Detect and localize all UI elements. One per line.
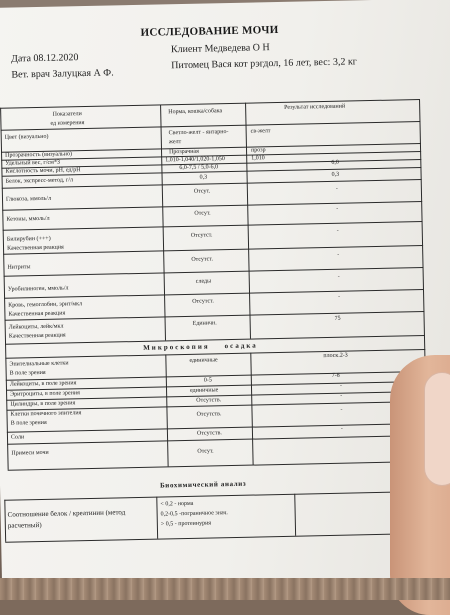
row-norm: Отсут. [194,210,211,217]
pet-text: Питомец Вася кот рэгдол, 16 лет, вес: 3,2 кг [171,56,357,72]
row-param: Удельный вес, г/см*3 [5,159,60,167]
fabric [0,578,450,600]
micro-row-norm: единичные [189,357,218,364]
row-result: - [337,251,340,258]
row-result: - [336,227,339,234]
client-text: Клиент Медведева О Н [170,42,270,56]
date-text: Дата 08.12.2020 [10,52,79,65]
row-norm: 1,010-1,040/1,020-1,050 [165,156,225,164]
row-result: 75 [334,315,341,322]
micro-row-norm: Отсут. [197,448,214,455]
row-param: Белок, экспресс-метод, г/л [5,177,74,185]
row-param: Кровь, гемоглобин, эрит/мкл Качественная реакция [8,301,83,318]
document-title: ИССЛЕДОВАНИЕ МОЧИ [140,23,279,39]
micro-row-norm: единичные [189,387,219,394]
row-norm: 6,0-7,5 / 5,0-6,0 [179,164,219,172]
biochem-norm: < 0,2 - норма 0,2-0,5 -пограничное знач. > 0,5 - протеинурия [160,500,228,528]
biochem-title: Биохимический анализ [159,479,247,490]
row-result: прозр [250,147,266,154]
row-param: Глюкоза, ммоль/л [5,195,52,203]
row-param: Кетоны, ммоль/л [6,215,50,223]
row-norm: следы [195,278,212,285]
row-result: - [338,293,341,300]
biochem-table [4,491,425,542]
micro-row-param: Соли [10,434,25,441]
micro-row-param: Цилиндры, в поле зрения [10,400,76,408]
header-result: Результат исследований [284,103,346,111]
micro-row-param: Эритроциты, в поле зрения [10,390,80,398]
row-result: 6,0 [331,159,339,166]
row-param: Прозрачность (визуально) [5,151,73,159]
row-norm: Прозрачная [168,148,199,156]
micro-row-norm: Отсутств. [196,411,222,418]
row-norm: 0,3 [199,174,208,181]
micro-row-norm: Отсутств. [196,430,222,437]
row-param: Нитриты [7,264,31,271]
micro-row-result: - [339,382,343,389]
row-norm: Светло-желт - янтарно- желт [168,129,229,146]
micro-row-result: - [340,406,343,413]
row-norm: Отсут. [193,188,211,195]
micro-row-param: Лейкоциты, в поле зрения [9,380,77,388]
row-norm: Отсутст. [190,232,213,239]
micro-row-param: Примеси мочи [11,449,49,457]
row-param: Билирубин (+++) Качественная реакция [6,235,64,252]
row-param: Кислотность мочи, pH, ед/pH [5,167,81,175]
micro-row-result: 7-8 [331,372,340,379]
micro-row-result: - [340,425,343,432]
row-norm: Отсутст. [191,256,214,263]
microscopy-title: Микроскопия осадка [143,341,258,352]
micro-row-norm: Отсутств. [196,397,222,404]
micro-row-result: плоск.2-3 [323,352,348,360]
row-result: - [337,273,340,280]
header-param: Показатели ед измерения [50,111,85,127]
row-norm: Отсутст. [192,298,214,305]
row-param: Цвет (визуально) [4,133,49,141]
row-result: св-желт [250,128,271,135]
row-param: Лейкоциты, лейк/мкл Качественная реакция [8,323,66,340]
row-result: 1,010 [251,155,265,162]
row-result: 0,3 [331,171,340,178]
micro-row-norm: 0-5 [203,377,212,384]
biochem-param: Соотношение белок / креатинин (метод расчетный) [7,508,126,530]
micro-row-result: - [340,392,343,399]
row-result: - [336,205,339,212]
micro-row-param: Клетки почечного эпителия В поле зрения [10,410,82,427]
row-param: Уробилиноген, ммоль/л [7,285,69,293]
row-norm: Единичн. [192,320,217,327]
thumb [424,372,450,486]
micro-row-param: Эпителиальные клетки В поле зрения [9,360,69,377]
row-result: - [335,185,338,192]
header-norm: Норма, кошка/собака [168,108,223,116]
vet-text: Вет. врач Залуцкая А Ф. [11,67,114,81]
urine-table [0,99,427,470]
